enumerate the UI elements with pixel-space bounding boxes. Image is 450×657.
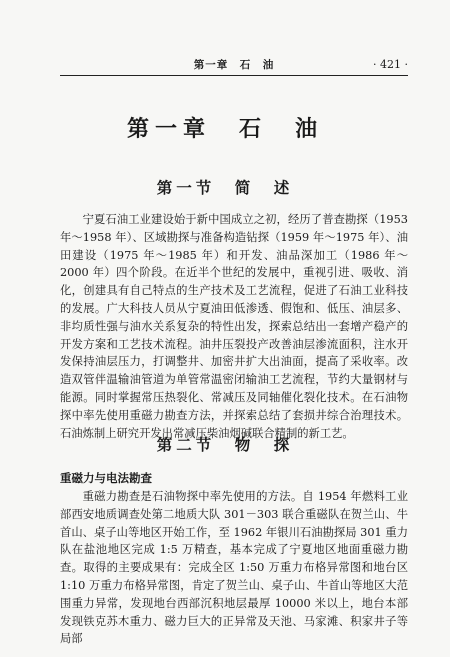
chapter-title: 第一章 石 油 [126, 116, 323, 142]
section-body-geophysics [60, 488, 408, 648]
subheading: 重磁力与电法勘查 [60, 471, 152, 485]
section-title-geophysics: 第二节 物 探 [156, 435, 294, 454]
section-title-overview: 第一节 简 述 [156, 178, 294, 197]
running-head: 第一章 石 油 [193, 59, 275, 71]
paragraph: 重磁力勘查是石油物探中率先使用的方法。自 1954 年燃料工业部西安地质调查处第二地质大队 301－303 联合重磁队在贺兰山、牛首山、桌子山等地区开始工作，至 1962 年银川石油勘探局 301 重力队在盐池地区完成 1:5 万精查，基本完成了宁夏地区地面重磁力勘查。取得的主要成果有：完成全区 1:50 万重力布格异常图和地台区 1:10 万重力布格异常图，肯定了贺兰山、桌子山、牛首山等地区大范围重力异常，发现地台西部沉积地层最厚 10000 米以上，地台本部发现铁克苏木重力、磁力巨大的正异常及天池、马家滩、积家井子等局部 [60, 490, 408, 646]
paragraph: 宁夏石油工业建设始于新中国成立之初，经历了普查勘探（1953 年～1958 年）、区域勘探与准备构造钻探（1959 年～1975 年）、油田建设（1975 年～1985 年）和开发、油品深加工（1986 年～2000 年）四个阶段。在近半个世纪的发展中，重视引进、吸收、消化，创建具有自己特点的生产技术及工艺流程，促进了石油工业科技的发展。广大科技人员从宁夏油田低渗透、假饱和、低压、油层多、非均质性强与油水关系复杂的特性出发，探索总结出一套增产稳产的开发方案和工艺技术流程。油井压裂投产改善油层渗流面积，注水开发保持油层压力，打调整井、加密井扩大出油面，提高了采收率。改造双管伴温输油管道为单管常温密闭输油工艺流程，节约大量钢材与能源。同时掌握常压热裂化、常减压及同轴催化裂化技术。在石油物探中率先使用重磁力勘查方法，并探索总结了套损井综合治理技术。石油炼制上研究开发出常减压柴油烟碱联合精制的新工艺。 [60, 213, 408, 440]
page-header [60, 57, 408, 76]
page-number: · 421 · [373, 58, 408, 71]
section-body-overview [60, 211, 408, 442]
